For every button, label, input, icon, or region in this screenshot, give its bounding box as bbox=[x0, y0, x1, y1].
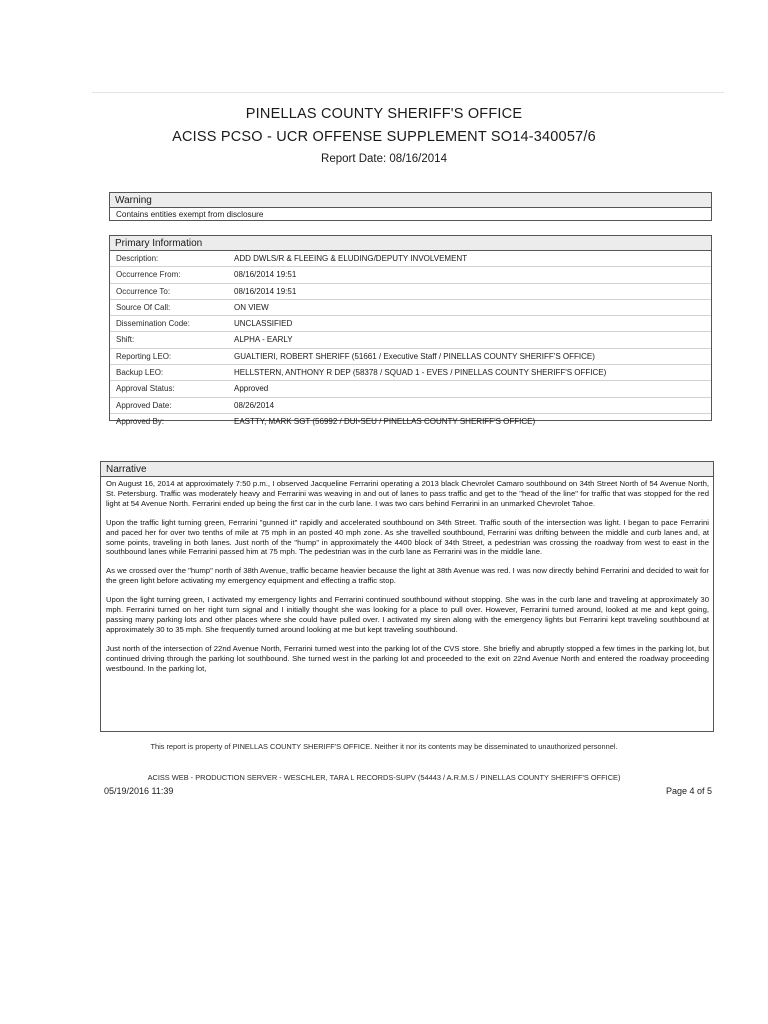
primary-information-section bbox=[109, 235, 712, 426]
narrative-paragraph: On August 16, 2014 at approximately 7:50 p.m., I observed Jacqueline Ferrarini operating a 2013 black Chevrolet Camaro southbound on 34th Street North of 54 Avenue North, St. Petersburg. Traffic was moderately heavy and Ferrarini was weaving in and out of lanes to pass traffic and get to the "head of the line" for traffic that was stopped for the red light at 54 Avenue North. Ferrarini ended up being the first car in the curb lane. I was two cars behind Ferrarini in an unmarked Chevrolet Tahoe. bbox=[106, 479, 709, 508]
narrative-heading: Narrative bbox=[101, 462, 713, 477]
agency-name: PINELLAS COUNTY SHERIFF'S OFFICE bbox=[245, 106, 523, 122]
field-value: GUALTIERI, ROBERT SHERIFF (51661 / Executive Staff / PINELLAS COUNTY SHERIFF'S OFFICE) bbox=[234, 351, 595, 361]
page-number: Page 4 of 5 bbox=[665, 786, 712, 796]
field-row-description bbox=[110, 251, 711, 267]
field-row-approved-date bbox=[110, 398, 711, 414]
field-value: Approved bbox=[234, 384, 269, 394]
field-row-source-of-call bbox=[110, 300, 711, 316]
warning-heading: Warning bbox=[110, 193, 711, 208]
field-label: Reporting LEO: bbox=[116, 351, 172, 361]
field-value: HELLSTERN, ANTHONY R DEP (58378 / SQUAD 1 - EVES / PINELLAS COUNTY SHERIFF'S OFFICE) bbox=[234, 368, 607, 378]
field-label: Approved Date: bbox=[116, 400, 172, 410]
field-value: ALPHA - EARLY bbox=[234, 335, 293, 345]
report-date: Report Date: 08/16/2014 bbox=[321, 153, 447, 165]
field-row-occurrence-to bbox=[110, 284, 711, 300]
field-label: Source Of Call: bbox=[116, 302, 171, 312]
field-value: 08/16/2014 19:51 bbox=[234, 286, 297, 296]
narrative-section bbox=[100, 461, 714, 732]
field-value: 08/16/2014 19:51 bbox=[234, 270, 297, 280]
field-value: UNCLASSIFIED bbox=[234, 319, 293, 329]
field-row-approval-status bbox=[110, 381, 711, 397]
narrative-paragraph: Just north of the intersection of 22nd Avenue North, Ferrarini turned west into the parking lot of the CVS store. She briefly and abruptly stopped a few times in the parking lot, but continued driving through the parking lot southbound. She turned west in the parking lot and proceeded to the exit on 22nd Avenue North and entered the roadway proceeding westbound. In the parking lot, bbox=[106, 643, 709, 673]
print-date: 05/19/2016 11:39 bbox=[104, 786, 174, 796]
field-value: 08/26/2014 bbox=[234, 400, 275, 410]
field-value: ADD DWLS/R & FLEEING & ELUDING/DEPUTY INVOLVEMENT bbox=[234, 254, 468, 263]
narrative-paragraph: Upon the light turning green, I activated my emergency lights and Ferrarini continued southbound without stopping. She was in the curb lane and traveling at approximately 30 mph. Ferrarini turned on her right turn signal and I initially thought she was looking for a place to pull over. However, Ferrarini turned around, looked at me and kept going, passing many parking lots and other places where she could have pulled over. I activated my siren along with the emergency lights but Ferrarini kept traveling southbound at approximately 30 to 35 mph. She frequently turned around looking at me but kept traveling southbound. bbox=[106, 595, 709, 634]
field-row-dissemination-code bbox=[110, 316, 711, 332]
narrative-paragraph: Upon the traffic light turning green, Ferrarini "gunned it" rapidly and accelerated southbound on 34th Street. Traffic south of the intersection was light. I began to pace Ferrarini and paced her for over two tenths of mile at 75 mph in an posted 40 mph zone. As she travelled southbound, Ferrarini was drifting between the middle and curb lanes and, at some points, traveling in both lanes. Just north of the "hump" in approximately the 4400 block of 34th Street, a pedestrian was crossing the roadway from west to east in the southbound lanes while Ferrarini passed him at 75 mph. The pedestrian was in the curb lane as Ferrarini was in the middle lane. bbox=[106, 517, 709, 557]
field-label: Occurrence From: bbox=[116, 270, 181, 280]
field-label: Approval Status: bbox=[116, 384, 175, 394]
field-row-shift bbox=[110, 332, 711, 348]
narrative-paragraph: As we crossed over the "hump" north of 38th Avenue, traffic became heavier because the light at 38th Avenue was red. I was now directly behind Ferrarini and decided to wait for the green light before activating my emergency equipment and effecting a traffic stop. bbox=[106, 566, 709, 586]
warning-section bbox=[109, 192, 712, 221]
field-label: Approved By: bbox=[116, 416, 165, 426]
field-label: Dissemination Code: bbox=[116, 319, 190, 329]
narrative-body bbox=[101, 477, 713, 674]
primary-information-heading: Primary Information bbox=[110, 236, 711, 251]
field-row-approved-by bbox=[110, 414, 711, 429]
server-info: ACISS WEB - PRODUCTION SERVER - WESCHLER, TARA L RECORDS-SUPV (54443 / A.R.M.S / PINELLAS COUNTY SHERIFF'S OFFICE) bbox=[147, 773, 621, 782]
field-value: EASTTY, MARK SGT (56992 / DUI-SEU / PINELLAS COUNTY SHERIFF'S OFFICE) bbox=[234, 416, 536, 426]
warning-text: Contains entities exempt from disclosure bbox=[116, 210, 264, 219]
disclaimer-text: This report is property of PINELLAS COUNTY SHERIFF'S OFFICE. Neither it nor its contents may be disseminated to unauthorized personnel. bbox=[150, 742, 618, 751]
field-row-backup-leo bbox=[110, 365, 711, 381]
report-title: ACISS PCSO - UCR OFFENSE SUPPLEMENT SO14-340057/6 bbox=[172, 129, 596, 145]
field-label: Description: bbox=[116, 254, 159, 263]
field-row-reporting-leo bbox=[110, 349, 711, 365]
field-value: ON VIEW bbox=[234, 302, 269, 312]
field-row-occurrence-from bbox=[110, 267, 711, 283]
field-label: Shift: bbox=[116, 335, 135, 345]
top-divider bbox=[92, 92, 724, 93]
field-label: Backup LEO: bbox=[116, 368, 164, 378]
field-label: Occurrence To: bbox=[116, 286, 171, 296]
